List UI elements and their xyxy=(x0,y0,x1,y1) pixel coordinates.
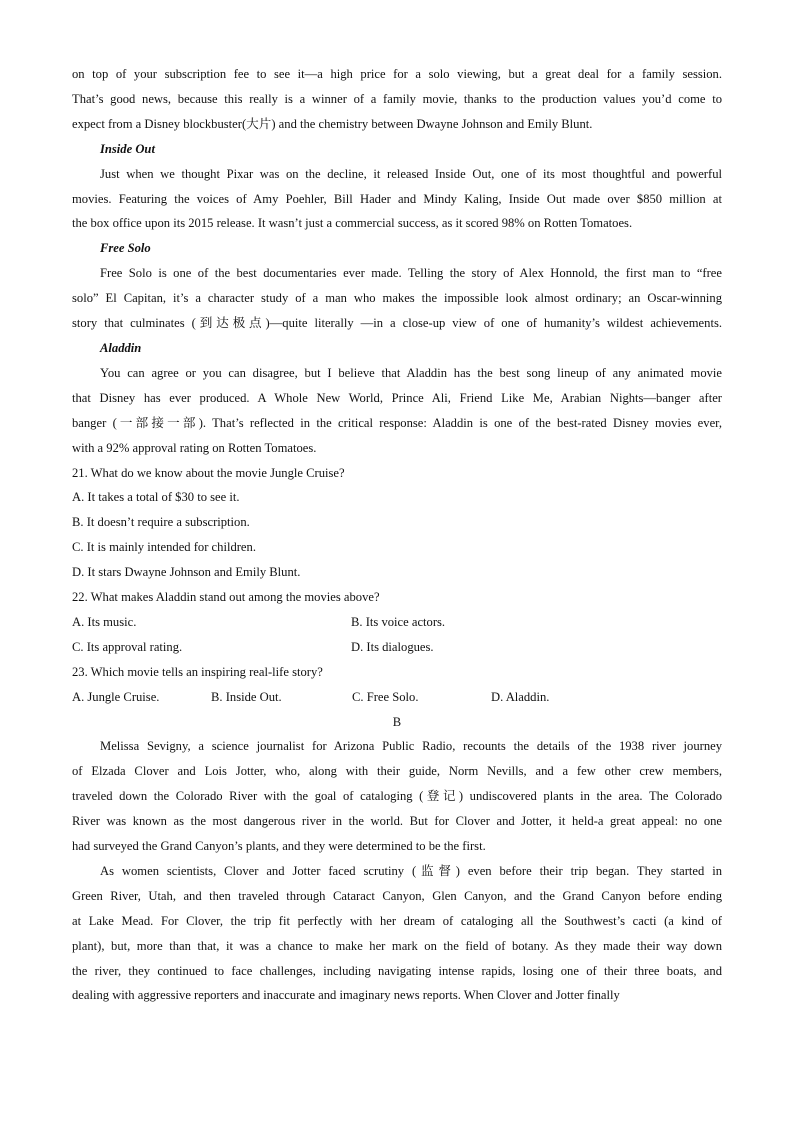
heading-free-solo: Free Solo xyxy=(100,241,151,256)
question-21 xyxy=(72,461,722,586)
text-line: Free Solo is one of the best documentaries ever made. Telling the story of Alex Honnold, the first man to “free xyxy=(100,266,722,281)
inside-out-paragraph xyxy=(72,162,722,237)
options-row xyxy=(72,685,722,710)
text-line: the river, they continued to face challenges, including navigating intense rapids, losing one of their three boats, and xyxy=(72,963,722,978)
aladdin-paragraph xyxy=(72,361,722,461)
question-stem: 22. What makes Aladdin stand out among the movies above? xyxy=(72,590,380,605)
text-line: story that culminates (到达极点)—quite literally —in a close-up view of one of humanity’s wildest achievements. xyxy=(72,316,722,331)
text-line: solo” El Capitan, it’s a character study of a man who makes the impossible look almost ordinary; an Oscar-winning xyxy=(72,291,722,306)
question-22 xyxy=(72,585,722,660)
passage-b-paragraph-1 xyxy=(72,734,722,859)
heading-inside-out: Inside Out xyxy=(100,141,155,156)
text-line: Just when we thought Pixar was on the decline, it released Inside Out, one of its most thoughtful and powerful xyxy=(100,166,722,181)
option-b: B. Inside Out. xyxy=(211,689,282,704)
option-d: D. Aladdin. xyxy=(491,689,550,704)
text-line: at Lake Mead. For Clover, the trip fit perfectly with her dream of cataloging all the Southwest’s cacti (a kind of xyxy=(72,913,722,928)
text-line: As women scientists, Clover and Jotter faced scrutiny (监督) even before their trip began. They started in xyxy=(100,863,722,878)
text-line: You can agree or you can disagree, but I believe that Aladdin has the best song lineup of any animated movie xyxy=(100,365,722,380)
question-23 xyxy=(72,660,722,710)
option-b: B. It doesn’t require a subscription. xyxy=(72,515,250,530)
free-solo-paragraph xyxy=(72,261,722,336)
options-row xyxy=(72,610,722,635)
text-line: banger (一部接一部). That’s reflected in the critical response: Aladdin is one of the best-rated Disney movies ever, xyxy=(72,415,722,430)
text-line: River was known as the most dangerous river in the world. But for Clover and Jotter, it held-a great appeal: no one xyxy=(72,814,722,829)
section-label-b: B xyxy=(392,714,402,729)
option-c: C. Free Solo. xyxy=(352,689,419,704)
question-stem: 23. Which movie tells an inspiring real-life story? xyxy=(72,664,323,679)
text-line: on top of your subscription fee to see it—a high price for a solo viewing, but a great deal for a family session. xyxy=(72,67,722,81)
option-c: C. It is mainly intended for children. xyxy=(72,540,256,555)
option-a: A. Its music. xyxy=(72,614,137,629)
option-b: B. Its voice actors. xyxy=(351,614,446,629)
heading-aladdin: Aladdin xyxy=(100,340,142,355)
text-line: Melissa Sevigny, a science journalist for Arizona Public Radio, recounts the details of the 1938 river journey xyxy=(100,739,722,754)
text-line: Green River, Utah, and then traveled through Cataract Canyon, Glen Canyon, and the Grand Canyon before ending xyxy=(72,888,722,903)
option-d: D. Its dialogues. xyxy=(351,639,434,654)
text-line: of Elzada Clover and Lois Jotter, who, along with their guide, Norm Nevills, and a few other crew members, xyxy=(72,764,722,779)
jungle-cruise-paragraph xyxy=(72,62,722,137)
text-line: plant), but, more than that, it was a chance to make her mark on the field of botany. As they made their way down xyxy=(72,938,722,953)
text-line: expect from a Disney blockbuster(大片) and the chemistry between Dwayne Johnson and Emily Blunt. xyxy=(72,116,593,131)
options-row xyxy=(72,635,722,660)
text-line: That’s good news, because this really is a winner of a family movie, thanks to the production values you’d come to xyxy=(72,91,722,106)
option-a: A. Jungle Cruise. xyxy=(72,689,160,704)
option-c: C. Its approval rating. xyxy=(72,639,183,654)
option-a: A. It takes a total of $30 to see it. xyxy=(72,490,240,505)
text-line: movies. Featuring the voices of Amy Poehler, Bill Hader and Mindy Kaling, Inside Out made over $850 million at xyxy=(72,191,722,206)
text-line: with a 92% approval rating on Rotten Tomatoes. xyxy=(72,440,317,455)
text-line: the box office upon its 2015 release. It wasn’t just a commercial success, as it scored 98% on Rotten Tomatoes. xyxy=(72,216,633,231)
passage-b-paragraph-2 xyxy=(72,859,722,1008)
option-d: D. It stars Dwayne Johnson and Emily Blunt. xyxy=(72,565,301,580)
exam-page xyxy=(72,62,722,1008)
question-stem: 21. What do we know about the movie Jungle Cruise? xyxy=(72,465,345,480)
text-line: traveled down the Colorado River with the goal of cataloging (登记) undiscovered plants in the area. The Colorado xyxy=(72,789,722,804)
text-line: that Disney has ever produced. A Whole New World, Prince Ali, Friend Like Me, Arabian Nights—banger after xyxy=(72,390,722,405)
text-line: dealing with aggressive reporters and inaccurate and imaginary news reports. When Clover and Jotter finally xyxy=(72,988,620,1003)
text-line: had surveyed the Grand Canyon’s plants, and they were determined to be the first. xyxy=(72,839,486,854)
